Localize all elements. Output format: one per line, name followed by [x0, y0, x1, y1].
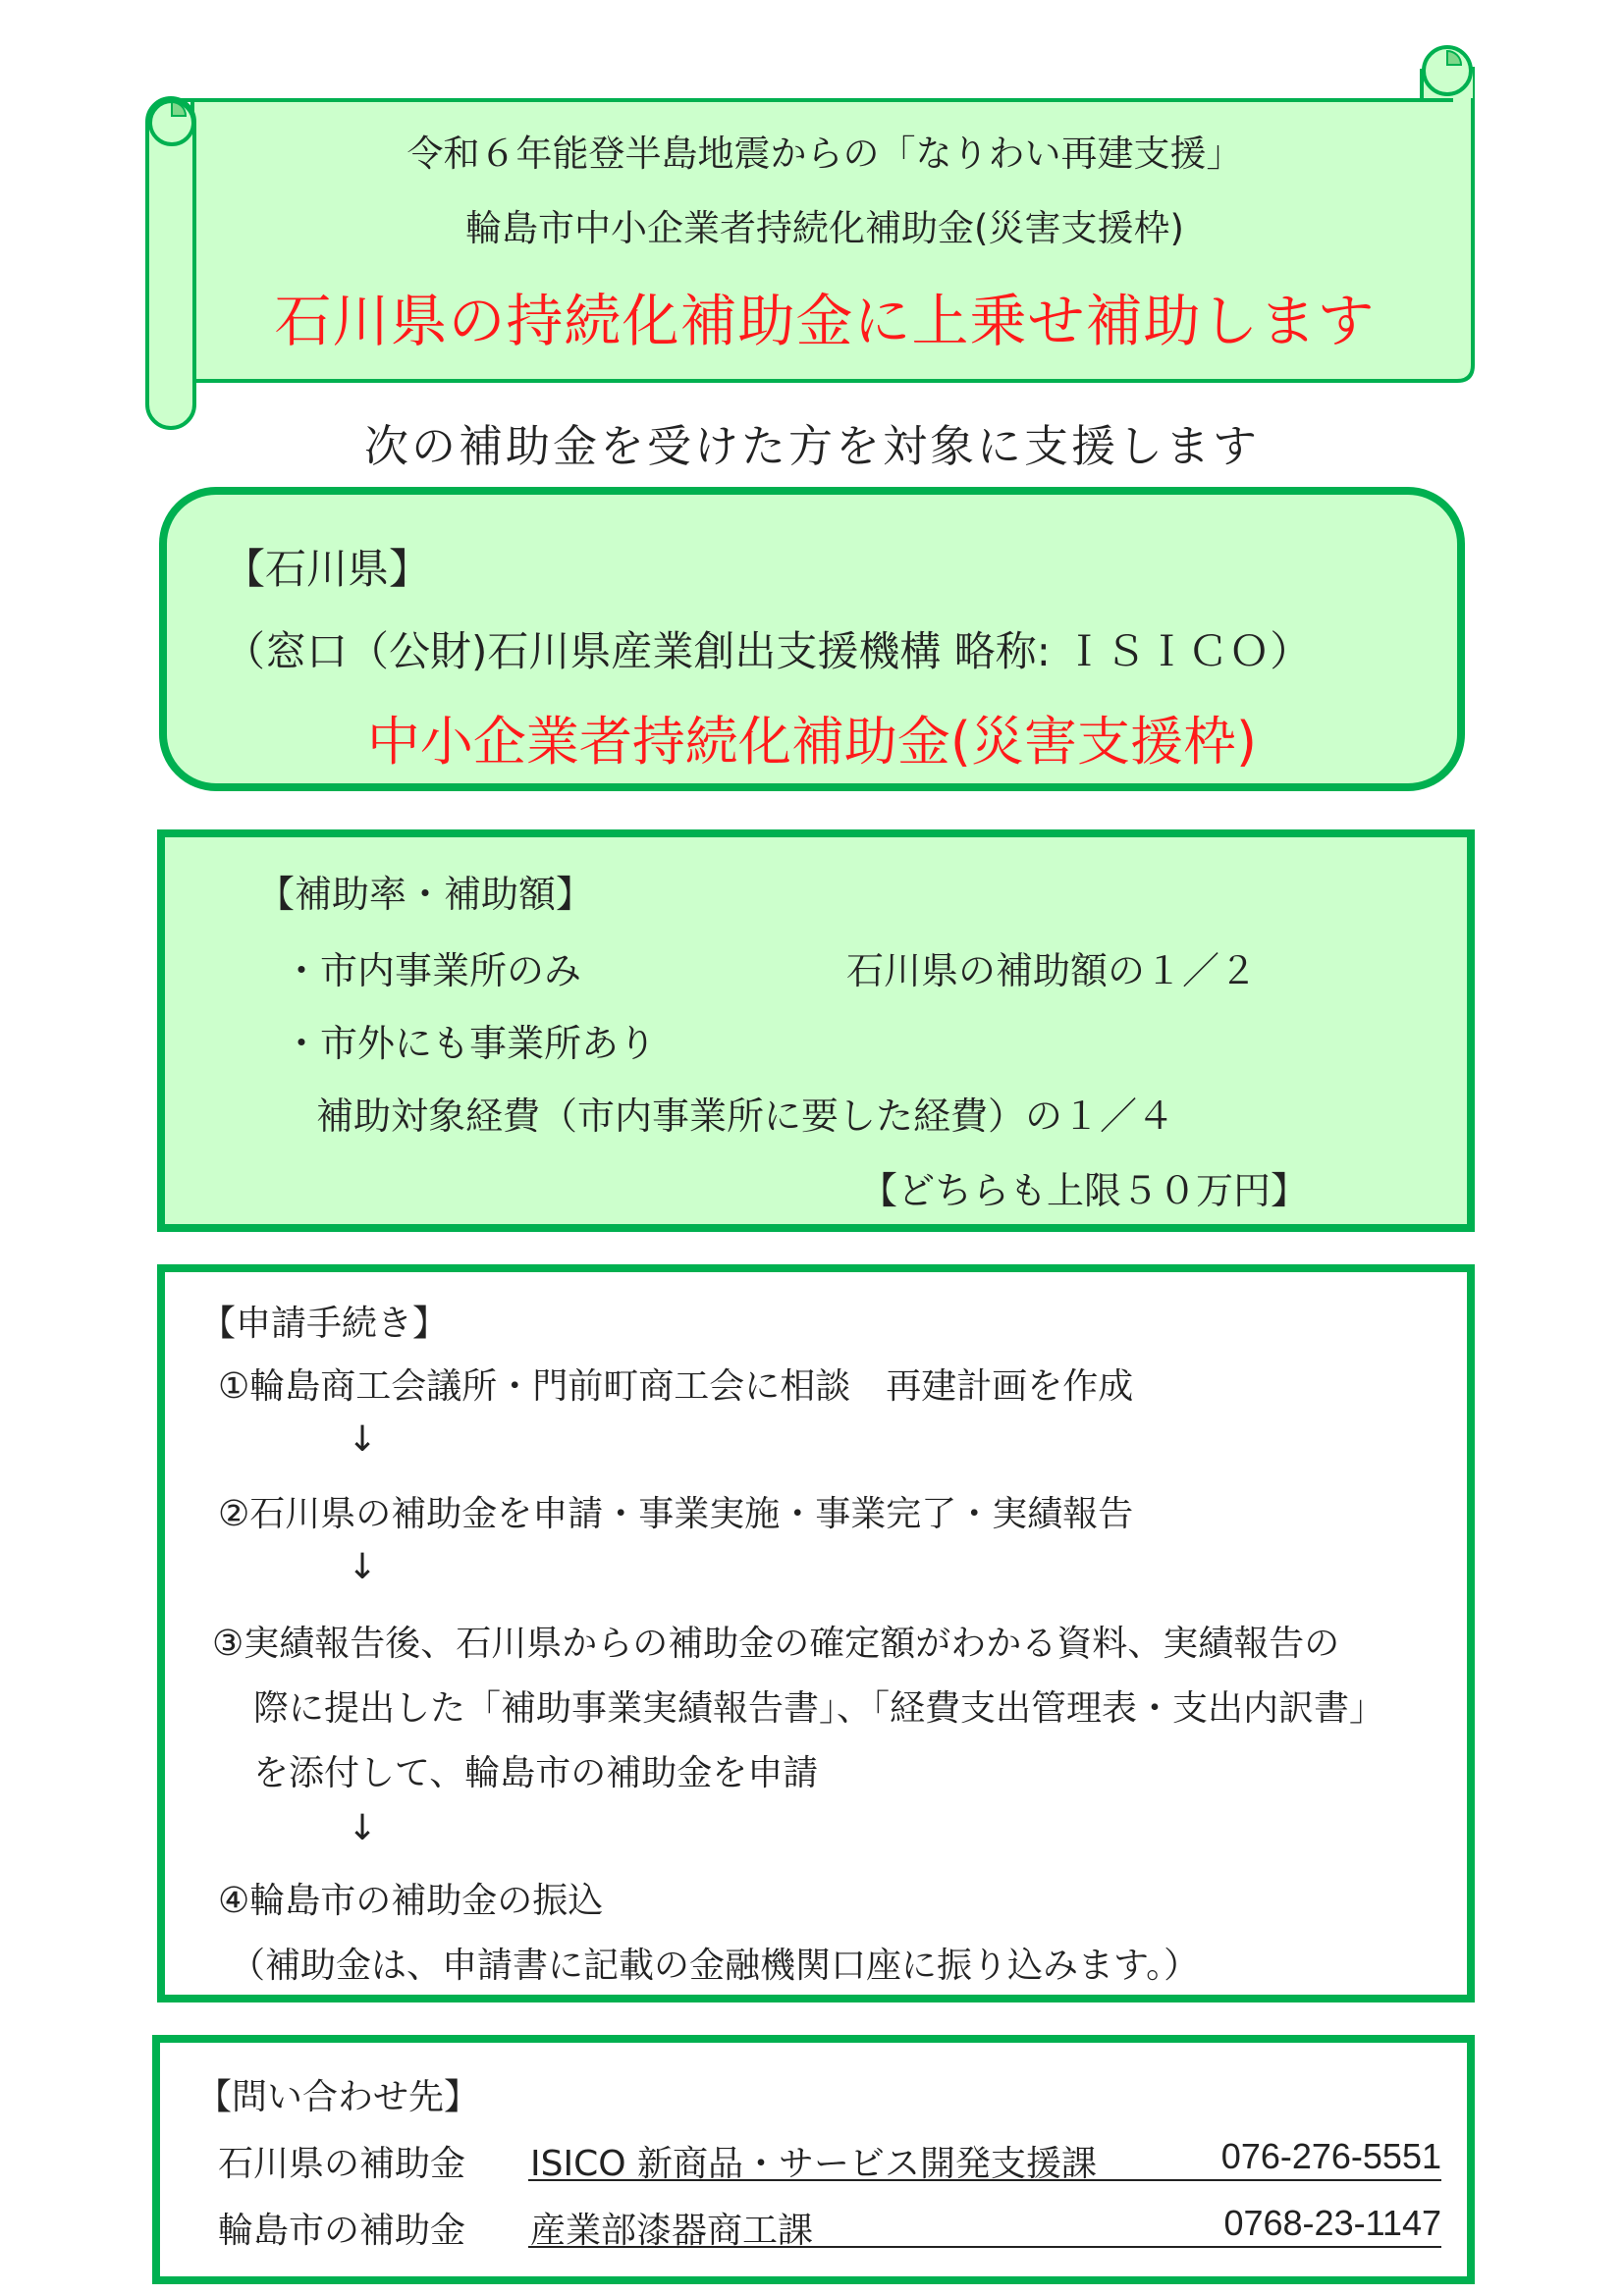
procedure-step-3: ③実績報告後、石川県からの補助金の確定額がわかる資料、実績報告の: [212, 1624, 1340, 1664]
rate-item-outside-city-detail: 補助対象経費（市内事業所に要した経費）の１／４: [316, 1095, 1175, 1138]
procedure-step-3-cont: を添付して、輪島市の補助金を申請: [253, 1753, 819, 1793]
contact-department: 産業部漆器商工課: [530, 2211, 814, 2251]
banner-headline: 石川県の持続化補助金に上乗せ補助します: [274, 288, 1376, 354]
rate-heading: 【補助率・補助額】: [257, 873, 594, 916]
prefecture-program-name: 中小企業者持続化補助金(災害支援枠): [366, 711, 1258, 773]
contact-row-prefecture: [528, 2132, 1441, 2184]
down-arrow-icon: ↓: [348, 1419, 378, 1460]
banner-line-1: 令和６年能登半島地震からの「なりわい再建支援」: [406, 133, 1243, 175]
down-arrow-icon: ↓: [348, 1808, 378, 1848]
target-subtitle: 次の補助金を受けた方を対象に支援します: [363, 420, 1260, 472]
procedure-step-2: ②石川県の補助金を申請・事業実施・事業完了・実績報告: [218, 1494, 1134, 1534]
contact-row-city: [528, 2199, 1441, 2251]
rate-cap: 【どちらも上限５０万円】: [860, 1169, 1309, 1212]
procedure-note: （補助金は、申請書に記載の金融機関口座に振り込みます。）: [230, 1946, 1200, 1986]
contact-department: ISICO 新商品・サービス開発支援課: [530, 2144, 1098, 2184]
procedure-step-4: ④輪島市の補助金の振込: [218, 1881, 604, 1921]
contact-phone[interactable]: 0768-23-1147: [1223, 2203, 1441, 2243]
procedure-heading: 【申請手続き】: [200, 1304, 449, 1344]
contact-subject-city: 輪島市の補助金: [218, 2211, 466, 2251]
prefecture-label: 【石川県】: [224, 545, 431, 593]
contact-subject-prefecture: 石川県の補助金: [218, 2144, 466, 2184]
down-arrow-icon: ↓: [348, 1547, 378, 1587]
procedure-step-1: ①輪島商工会議所・門前町商工会に相談 再建計画を作成: [218, 1366, 1134, 1407]
contact-heading: 【問い合わせ先】: [196, 2077, 480, 2117]
rate-item-outside-city: ・市外にも事業所あり: [283, 1022, 657, 1065]
procedure-step-3-cont: 際に提出した「補助事業実績報告書」、「経費支出管理表・支出内訳書」: [253, 1688, 1385, 1729]
prefecture-window-text: （窓口（公財)石川県産業創出支援機構 略称: ＩＳＩＣＯ）: [224, 627, 1312, 675]
banner-line-2: 輪島市中小企業者持続化補助金(災害支援枠): [465, 207, 1184, 249]
contact-phone[interactable]: 076-276-5551: [1220, 2136, 1441, 2176]
rate-item-city-only: ・市内事業所のみ: [283, 949, 582, 992]
rate-item-city-only-value: 石川県の補助額の１／２: [846, 949, 1258, 992]
